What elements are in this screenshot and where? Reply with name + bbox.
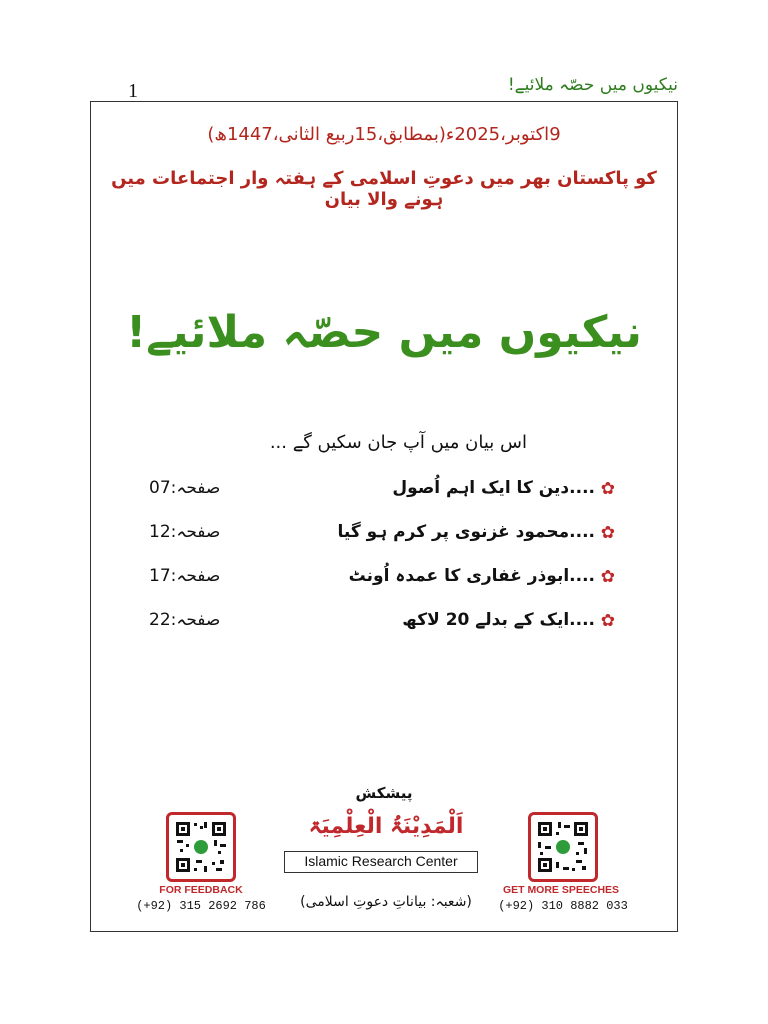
toc-page: صفحہ:22 <box>149 610 221 630</box>
toc-page: صفحہ:07 <box>149 478 221 498</box>
running-header: نیکیوں میں حصّہ ملائیے! <box>507 75 678 95</box>
toc-row[interactable] <box>91 521 677 565</box>
toc-row[interactable] <box>91 565 677 609</box>
toc-title: ....دین کا ایک اہم اُصول <box>392 478 595 498</box>
logo-arabic: اَلْمَدِیْنَۃُ الْعِلْمِیَۃ <box>308 814 464 839</box>
flower-icon: ✿ <box>600 479 615 499</box>
toc-row[interactable] <box>91 477 677 521</box>
speeches-qr-code[interactable] <box>528 812 598 882</box>
department-label: (شعبہ: بیاناتِ دعوتِ اسلامی) <box>300 894 472 910</box>
qr-code-icon <box>536 820 590 874</box>
toc-intro: اس بیان میں آپ جان سکیں گے ... <box>269 432 527 453</box>
toc-title: ....ایک کے بدلے 20 لاکھ <box>402 610 595 630</box>
flower-icon: ✿ <box>600 567 615 587</box>
toc-page: صفحہ:17 <box>149 566 221 586</box>
feedback-phone: (+92) 315 2692 786 <box>136 899 266 913</box>
qr-code-icon <box>174 820 228 874</box>
toc-page: صفحہ:12 <box>149 522 221 542</box>
feedback-caption: FOR FEEDBACK <box>159 884 243 896</box>
main-title: نیکیوں میں حصّہ ملائیے! <box>126 307 642 358</box>
flower-icon: ✿ <box>600 523 615 543</box>
cover-subtitle: کو پاکستان بھر میں دعوتِ اسلامی کے ہفتہ وار اجتماعات میں ہونے والا بیان <box>111 168 657 210</box>
toc-title: ....محمود غزنوی پر کرم ہو گیا <box>337 522 595 542</box>
feedback-qr-code[interactable] <box>166 812 236 882</box>
date-line: 9اکتوبر،2025ء(بمطابق،15ربیع الثانی،1447ھ) <box>207 124 561 145</box>
speeches-phone: (+92) 310 8882 033 <box>498 899 628 913</box>
speeches-caption: GET MORE SPEECHES <box>502 884 620 896</box>
cover-frame <box>90 101 678 932</box>
toc-row[interactable] <box>91 609 677 653</box>
toc-title: ....ابوذر غفاری کا عمدہ اُونٹ <box>348 566 595 586</box>
page-number: 1 <box>128 80 138 102</box>
presenter-label: پیشکش <box>355 784 413 802</box>
table-of-contents <box>91 477 677 653</box>
logo-english: Islamic Research Center <box>284 851 478 873</box>
flower-icon: ✿ <box>600 611 615 631</box>
